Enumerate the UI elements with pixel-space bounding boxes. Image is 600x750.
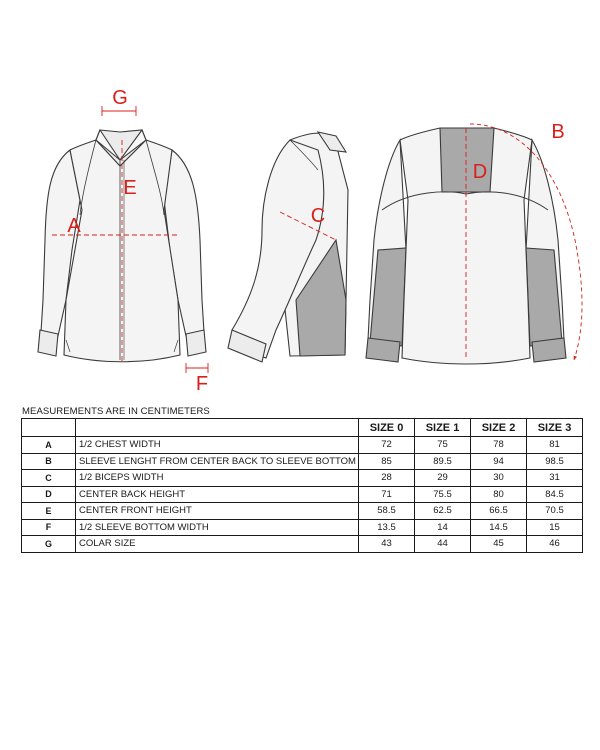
row-value: 44	[415, 536, 471, 553]
row-value: 71	[359, 486, 415, 503]
row-value: 84.5	[527, 486, 583, 503]
row-description: SLEEVE LENGHT FROM CENTER BACK TO SLEEVE BOTTOM	[76, 453, 359, 470]
row-value: 75.5	[415, 486, 471, 503]
row-description: 1/2 CHEST WIDTH	[76, 437, 359, 454]
row-value: 46	[527, 536, 583, 553]
row-value: 89.5	[415, 453, 471, 470]
row-value: 62.5	[415, 503, 471, 520]
header-size-0: SIZE 0	[359, 419, 415, 437]
row-value: 58.5	[359, 503, 415, 520]
row-value: 45	[471, 536, 527, 553]
label-a: A	[67, 215, 81, 237]
table-row	[22, 437, 583, 454]
header-size-3: SIZE 3	[527, 419, 583, 437]
row-value: 78	[471, 437, 527, 454]
size-chart-table	[21, 418, 583, 553]
row-description: CENTER FRONT HEIGHT	[76, 503, 359, 520]
label-f: F	[195, 373, 209, 395]
label-d: D	[472, 161, 488, 183]
row-description: COLAR SIZE	[76, 536, 359, 553]
header-size-2: SIZE 2	[471, 419, 527, 437]
table-row	[22, 536, 583, 553]
row-value: 28	[359, 470, 415, 487]
row-value: 14	[415, 519, 471, 536]
row-value: 43	[359, 536, 415, 553]
row-code: E	[22, 503, 76, 520]
header-blank-code	[22, 419, 76, 437]
table-row	[22, 453, 583, 470]
row-value: 85	[359, 453, 415, 470]
table-header-row	[22, 419, 583, 437]
table-row	[22, 503, 583, 520]
row-description: 1/2 BICEPS WIDTH	[76, 470, 359, 487]
row-value: 31	[527, 470, 583, 487]
label-c: C	[310, 205, 326, 227]
shirt-side-view	[228, 132, 348, 362]
row-code: C	[22, 470, 76, 487]
row-value: 13.5	[359, 519, 415, 536]
table-row	[22, 470, 583, 487]
row-code: B	[22, 453, 76, 470]
row-code: F	[22, 519, 76, 536]
row-value: 94	[471, 453, 527, 470]
row-code: A	[22, 437, 76, 454]
row-value: 80	[471, 486, 527, 503]
row-description: CENTER BACK HEIGHT	[76, 486, 359, 503]
label-e: E	[123, 177, 137, 199]
row-value: 75	[415, 437, 471, 454]
row-description: 1/2 SLEEVE BOTTOM WIDTH	[76, 519, 359, 536]
row-value: 72	[359, 437, 415, 454]
row-code: G	[22, 536, 76, 553]
measurement-caption: MEASUREMENTS ARE IN CENTIMETERS	[22, 406, 210, 417]
row-value: 15	[527, 519, 583, 536]
table-row	[22, 519, 583, 536]
row-value: 81	[527, 437, 583, 454]
row-value: 98.5	[527, 453, 583, 470]
header-blank-desc	[76, 419, 359, 437]
row-value: 70.5	[527, 503, 583, 520]
label-g: G	[112, 87, 128, 109]
table-row	[22, 486, 583, 503]
row-value: 30	[471, 470, 527, 487]
row-code: D	[22, 486, 76, 503]
header-size-1: SIZE 1	[415, 419, 471, 437]
row-value: 66.5	[471, 503, 527, 520]
row-value: 14.5	[471, 519, 527, 536]
label-b: B	[551, 121, 565, 143]
row-value: 29	[415, 470, 471, 487]
